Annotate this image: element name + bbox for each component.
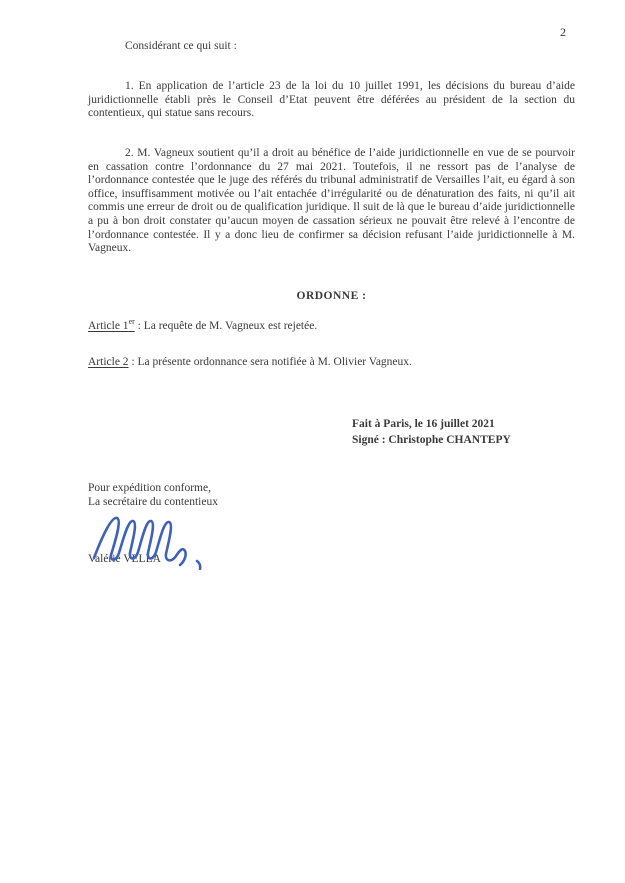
article-1-superscript: er	[128, 317, 135, 327]
article-2-line	[88, 356, 575, 370]
article-2-label	[88, 356, 129, 368]
paragraph-1: 1. En application de l’article 23 de la loi du 10 juillet 1991, les décisions du bureau d’aide juridictionnelle établi près le Conseil d’Etat peuvent être déférées au président de la section du contentieux, qui statue sans recours.	[88, 80, 575, 120]
ordonne-heading: ORDONNE :	[296, 290, 367, 302]
signoff-block	[352, 417, 511, 448]
article-1-label-text: Article 1	[88, 320, 129, 332]
article-1-label	[88, 317, 135, 332]
certification-block	[88, 481, 218, 509]
certification-line-1: Pour expédition conforme,	[88, 482, 211, 494]
signoff-signed-by: Signé : Christophe CHANTEPY	[352, 433, 511, 446]
paragraph-2: 2. M. Vagneux soutient qu’il a droit au bénéfice de l’aide juridictionnelle en vue de se pourvoir en cassation contre l’ordonnance du 27 mai 2021. Toutefois, il ne ressort pas de l’analyse de l’ordonnance contestée que le juge des référés du tribunal administratif de Versailles l’ait, eu égard à son office, insuffisamment motivée ou l’ait entachée d’irrégularité ou de dénaturation des faits, ni qu’il ait commis une erreur de droit ou de qualification juridique. Il suit de là que le bureau d’aide juridictionnelle a pu à bon droit constater qu’aucun moyen de cassation sérieux ne pouvait être relevé à l’encontre de l’ordonnance contestée. Il y a donc lieu de confirmer sa décision refusant l’aide juridictionnelle à M. Vagneux.	[88, 147, 575, 255]
article-2-text: : La présente ordonnance sera notifiée à M. Olivier Vagneux.	[128, 356, 412, 368]
article-2-label-text: Article 2	[88, 356, 129, 368]
certification-line-2: La secrétaire du contentieux	[88, 496, 218, 508]
considerant-heading: Considérant ce qui suit :	[125, 40, 237, 52]
page-number: 2	[560, 25, 566, 39]
signatory-name: Valérie VELLA	[88, 553, 161, 565]
signoff-place-date: Fait à Paris, le 16 juillet 2021	[352, 418, 495, 430]
article-1-line	[88, 317, 575, 334]
article-1-text: : La requête de M. Vagneux est rejetée.	[134, 320, 318, 332]
handwritten-signature-icon	[90, 512, 210, 570]
